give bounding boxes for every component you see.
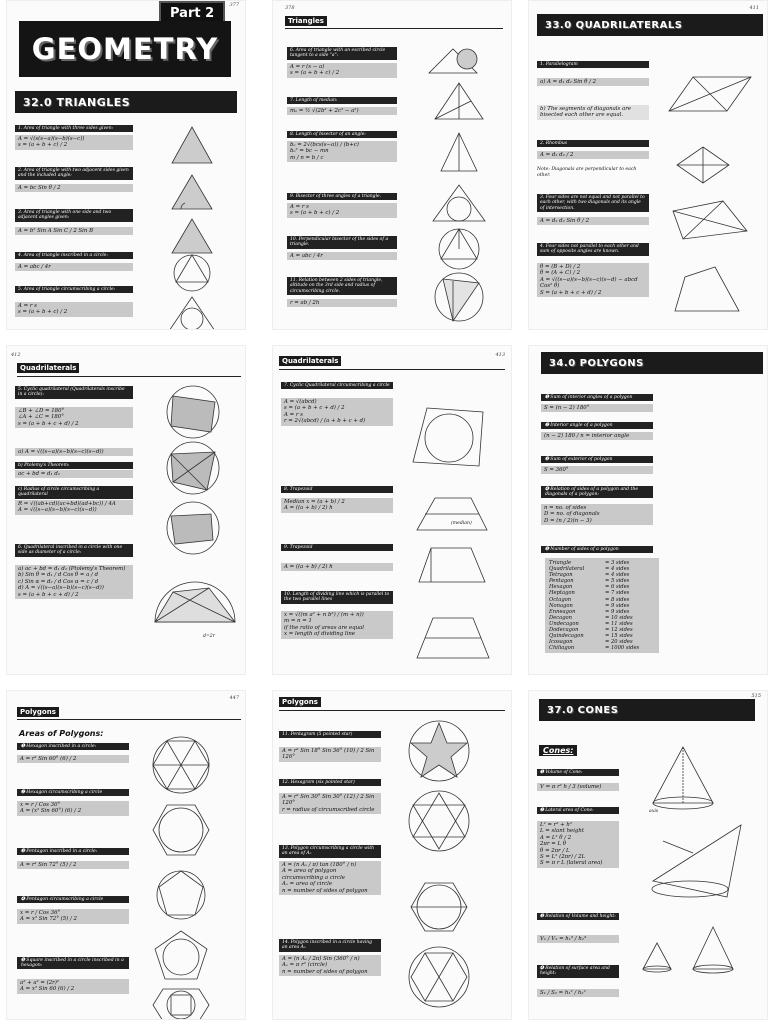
polygon-name: Quindecagon bbox=[549, 633, 584, 640]
page-number: 411 bbox=[749, 5, 759, 11]
item-header: 10. Perpendicular bisector of the sides of a triangle. bbox=[287, 236, 397, 249]
item-header: 3. Four sides are not equal and not parallel to each other, with two diagonals and its angle of intersection. bbox=[537, 194, 649, 212]
formula: A = ((a + b) / 2) h bbox=[281, 563, 393, 571]
formula: n = no. of sides D = no. of diagonals D = (n / 2)(n − 3) bbox=[541, 504, 653, 525]
polygon-name: Undecagon bbox=[549, 620, 579, 627]
item-header: 3. Area of triangle with one side and two adjacent angles given: bbox=[15, 209, 133, 222]
note: Note: Diagonals are perpendicular to each other. bbox=[537, 167, 637, 178]
formula: S₁ / S₂ = h₁² / h₂² bbox=[537, 989, 619, 997]
page-polygons bbox=[528, 345, 768, 675]
cone-figures bbox=[633, 741, 763, 981]
item-header: ➌ Relation of Volume and height: bbox=[537, 913, 619, 920]
page-number: 413 bbox=[495, 352, 505, 358]
formula: ac + bd = d₁ d₂ bbox=[15, 470, 133, 478]
polygon-sides: = 6 sides bbox=[605, 584, 630, 591]
running-head: Quadrilaterals bbox=[279, 356, 341, 366]
quadrilateral-figures bbox=[667, 71, 759, 321]
formula: A = b² Sin A Sin C / 2 Sin B bbox=[15, 227, 133, 235]
polygon-sides: = 11 sides bbox=[605, 620, 633, 627]
formula: S = (n − 2) 180° bbox=[541, 404, 653, 412]
formula: A = (n Aₒ / 2π) Sin (360° / n) Aₒ = π r² (circle) n = number of sides of polygon bbox=[279, 955, 381, 976]
polygon-sides: = 9 sides bbox=[605, 608, 630, 615]
item-header: ➊ Volume of Cone: bbox=[537, 769, 619, 776]
section-banner: 32.0 TRIANGLES bbox=[15, 91, 237, 113]
page-quadrilaterals-cyclic bbox=[6, 345, 246, 675]
polygon-sides: = 3 sides bbox=[605, 560, 630, 566]
polygon-name: Octagon bbox=[549, 596, 572, 603]
triangle-figures bbox=[423, 39, 501, 324]
page-quadrilaterals bbox=[528, 0, 768, 330]
item-header: 14. Polygon inscribed in a circle having an area Aₒ bbox=[279, 939, 381, 952]
polygon-name: Quadrilateral bbox=[549, 566, 585, 573]
item-header: c) Radius of circle circumscribing a quadrilateral bbox=[15, 486, 133, 499]
item-header: 2. Rhombus bbox=[537, 140, 649, 147]
polygon-sides: = 15 sides bbox=[605, 633, 633, 640]
chapter-title: GEOMETRY bbox=[19, 21, 231, 77]
formula: mₐ = ½ √(2b² + 2c² − a²) bbox=[287, 107, 397, 115]
section-banner: 37.0 CONES bbox=[539, 699, 755, 721]
formula: A = r² Sin 72° (5) / 2 bbox=[17, 861, 129, 869]
polygon-name: Triangle bbox=[549, 560, 572, 566]
item-header: 8. Length of bisector of an angle: bbox=[287, 131, 397, 138]
subtitle: Cones: bbox=[539, 745, 577, 756]
polygon-name: Dodecagon bbox=[549, 627, 579, 634]
page-number: 447 bbox=[229, 695, 239, 701]
running-head: Polygons bbox=[279, 697, 321, 707]
page-polygons-areas bbox=[6, 690, 246, 1020]
formula: A = abc / 4r bbox=[287, 252, 397, 260]
formula: A = (n Aₒ / π) tan (180° / n) A = area of polygon circumscribing a circle Aₒ = area of circle n = number of sides of polygon bbox=[279, 861, 381, 895]
formula: a) A = √((s−a)(s−b)(s−c)(s−d)) bbox=[15, 448, 133, 456]
item-header: ➊ Sum of interior angles of a polygon bbox=[541, 394, 653, 401]
page-quadrilaterals-trapezoid bbox=[272, 345, 512, 675]
formula: a² + a² = (2r)² A = x² Sin 60 (6) / 2 bbox=[17, 979, 129, 994]
item-header: 4. Four sides not parallel to each other and sum of opposite angles are known. bbox=[537, 243, 649, 256]
polygon-sides: = 5 sides bbox=[605, 578, 630, 585]
formula: L² = r² + h² L = slant height A = L² θ / 2 2πr = L θ θ = 2πr / L S = L² (2πr) / 2L S = π r L (lateral area) bbox=[537, 821, 619, 868]
polygon-sides: = 4 sides bbox=[605, 572, 630, 579]
formula: A = d₁ d₂ / 2 bbox=[537, 151, 649, 159]
polygon-sides: = 20 sides bbox=[605, 639, 633, 646]
polygon-name: Chiliagon bbox=[549, 645, 575, 652]
figure-label: axis bbox=[649, 809, 659, 814]
formula: A = r² Sin 18° Sin 36° (10) / 2 Sin 126° bbox=[279, 747, 381, 762]
item-header: 5. Cyclic quadrilateral (Quadrilaterals inscribe in a circle): bbox=[15, 386, 133, 399]
formula: x = √((m a² + n b²) / (m + n)) m = n = 1 if the ratio of areas are equal x = length of dividing line bbox=[281, 611, 393, 639]
page-number: 377 bbox=[229, 2, 239, 8]
formula: A = √(abcd) s = (a + b + c + d) / 2 A = r s r = 2√(abcd) / (a + b + c + d) bbox=[281, 398, 393, 426]
page-number: 378 bbox=[285, 5, 295, 11]
formula: A = d₁ d₂ Sin θ / 2 bbox=[537, 217, 649, 225]
cyclic-quadrilateral-figures bbox=[149, 382, 239, 652]
formula: S = 360° bbox=[541, 466, 653, 474]
formula: A = r (s − a) s = (a + b + c) / 2 bbox=[287, 63, 397, 78]
formula: Median x = (a + b) / 2 A = ((a + b) / 2) h bbox=[281, 498, 393, 513]
polygon-name: Hexagon bbox=[549, 584, 573, 591]
formula: x = r / Cos 36° A = x² Sin 72° (5) / 2 bbox=[17, 909, 129, 924]
formula: A = r s s = (a + b + c) / 2 bbox=[15, 302, 133, 317]
item-header: ➎ Number of sides of a polygon bbox=[541, 546, 653, 553]
formula: ∠B + ∠D = 180° ∠A + ∠C = 180° s = (a + b + c + d) / 2 bbox=[15, 407, 133, 428]
header-rule bbox=[17, 376, 241, 377]
formula: a) ac + bd = d₁ d₂ (Ptolemy's Theorem) b) Sin θ = d₁ / d Cos θ = a / d c) Sin α = d₂ / d Cos α = c / d d) A = √((s−a)(s−b)(s−c)(s−d)) s = (a + b + c + d) / 2 bbox=[15, 565, 133, 599]
item-header: 9. Trapezoid bbox=[281, 544, 393, 551]
formula: a) A = d₁ d₂ Sin θ / 2 bbox=[537, 78, 649, 86]
formula: A = bc Sin θ / 2 bbox=[15, 184, 133, 192]
item-header: 2. Area of triangle with two adjacent sides given and the included angle: bbox=[15, 167, 133, 180]
item-header: ➋ Hexagon circumscribing a circle bbox=[17, 789, 129, 796]
item-header: 7. Length of median: bbox=[287, 97, 397, 104]
item-header: 11. Pentagram (5 pointed star) bbox=[279, 731, 381, 738]
triangle-figures bbox=[157, 123, 227, 330]
header-rule bbox=[285, 28, 503, 29]
header-rule bbox=[17, 719, 241, 720]
item-header: 1. Area of triangle with three sides given: bbox=[15, 125, 133, 132]
running-head: Triangles bbox=[285, 16, 327, 26]
subtitle: Areas of Polygons: bbox=[19, 729, 104, 738]
polygon-sides: = 7 sides bbox=[605, 590, 630, 597]
formula: R = √((ab+cd)(ac+bd)(ad+bc)) / 4A A = √((s−a)(s−b)(s−c)(s−d)) bbox=[15, 500, 133, 515]
running-head: Quadrilaterals bbox=[17, 363, 79, 373]
part-label: Part 2 bbox=[159, 1, 225, 26]
item-header: ➍ Relation of sides of a polygon and the diagonals of a polygon: bbox=[541, 486, 653, 498]
header-rule bbox=[279, 710, 505, 711]
item-header: ➌ Sum of exterior of polygon bbox=[541, 456, 653, 463]
formula: (n − 2) 180 / n = interior angle bbox=[541, 432, 653, 440]
item-header: 8. Trapezoid bbox=[281, 486, 393, 493]
polygon-name: Pentagon bbox=[549, 578, 574, 585]
formula: A = r s s = (a + b + c) / 2 bbox=[287, 203, 397, 218]
page-polygons-stars bbox=[272, 690, 512, 1020]
page-number: 515 bbox=[751, 693, 761, 699]
polygon-sides: = 12 sides bbox=[605, 627, 633, 634]
item-header: 6. Area of triangle with an escribed circle tangent to a side "a": bbox=[287, 47, 397, 60]
formula: A = r² Sin 30° Sin 30° (12) / 2 Sin 120° r = radius of circumscribed circle bbox=[279, 793, 381, 814]
item-header: ➍ Relation of surface area and height: bbox=[537, 965, 619, 978]
section-banner: 33.0 QUADRILATERALS bbox=[537, 14, 763, 36]
item-header: ➊ Hexagon inscribed in a circle: bbox=[17, 743, 129, 750]
note: b) The segments of diagonals are bisected each other are equal. bbox=[537, 105, 649, 120]
page-number: 412 bbox=[11, 352, 21, 358]
formula: θ = (B + D) / 2 θ = (A + C) / 2 A = √((s−a)(s−b)(s−c)(s−d) − abcd Cos² θ) S = (a + b + c + d) / 2 bbox=[537, 263, 649, 297]
figure-label: d=2r bbox=[203, 634, 215, 639]
formula: V = π r² h / 3 (volume) bbox=[537, 783, 619, 791]
formula: x = r / Cos 30° A = (x² Sin 60°) (6) / 2 bbox=[17, 801, 129, 816]
item-header: 10. Length of dividing line which is parallel to the two parallel lines bbox=[281, 591, 393, 604]
item-header: ➋ Interior angle of a polygon bbox=[541, 422, 653, 429]
trapezoid-figures bbox=[407, 402, 501, 662]
polygon-sides: = 4 sides bbox=[605, 566, 630, 573]
item-header: 13. Polygon circumscribing a circle with an area of Aₒ bbox=[279, 845, 381, 858]
formula: A = r² Sin 60° (6) / 2 bbox=[17, 755, 129, 763]
polygon-sides: = 10 sides bbox=[605, 614, 633, 621]
item-header: 7. Cyclic Quadrilateral circumscribing a circle bbox=[281, 382, 393, 389]
item-header: ➌ Pentagon inscribed in a circle: bbox=[17, 848, 129, 855]
item-header: 6. Quadrilateral inscribed in a circle with one side as diameter of a circle: bbox=[15, 544, 133, 557]
formula: A = √(s(s−a)(s−b)(s−c)) s = (a + b + c) / 2 bbox=[15, 135, 133, 150]
item-header: ➍ Pentagon circumscribing a circle bbox=[17, 896, 129, 903]
formula: bₐ = 2√(bcs(s−a)) / (b+c) bₐ² = bc − mn m / n = b / c bbox=[287, 141, 397, 162]
item-header: 5. Area of triangle circumscribing a circle: bbox=[15, 286, 133, 293]
polygon-sides: = 1000 sides bbox=[605, 645, 640, 652]
running-head: Polygons bbox=[17, 707, 59, 717]
page-cones bbox=[528, 690, 768, 1020]
polygon-figures bbox=[145, 735, 225, 1020]
item-header: 1. Parallelogram bbox=[537, 61, 649, 68]
formula: A = abc / 4r bbox=[15, 263, 133, 271]
polygon-name: Nonagon bbox=[549, 602, 573, 609]
polygon-sides-table bbox=[545, 558, 659, 653]
item-header: 11. Relation between 2 sides of triangle, altitude on the 3rd side and radius of circumscribing circle. bbox=[287, 277, 397, 295]
item-header: 9. Bisector of three angles of a triangle. bbox=[287, 193, 397, 200]
section-banner: 34.0 POLYGONS bbox=[541, 352, 763, 374]
page-triangles-continued bbox=[272, 0, 512, 330]
item-header: 4. Area of triangle inscribed in a circle: bbox=[15, 252, 133, 259]
polygon-name: Heptagon bbox=[549, 590, 575, 597]
header-rule bbox=[279, 369, 505, 370]
polygon-name: Decagon bbox=[549, 614, 573, 621]
star-polygon-figures bbox=[401, 719, 481, 1014]
polygon-name: Icosagon bbox=[549, 639, 573, 646]
item-header: b) Ptolemy's Theorem: bbox=[15, 462, 133, 469]
item-header: 12. Hexagram (six pointed star) bbox=[279, 779, 381, 786]
item-header: ➎ Square inscribed in a circle inscribed in a hexagon: bbox=[17, 957, 129, 969]
polygon-sides: = 9 sides bbox=[605, 602, 630, 609]
polygon-name: Enneagon bbox=[549, 608, 576, 615]
polygon-sides: = 8 sides bbox=[605, 596, 630, 603]
item-header: ➋ Lateral area of Cone: bbox=[537, 807, 619, 814]
polygon-name: Tetragon bbox=[549, 572, 573, 579]
formula: V₁ / V₂ = h₁³ / h₂³ bbox=[537, 935, 619, 943]
formula: r = ab / 2h bbox=[287, 299, 397, 307]
page-geometry-triangles bbox=[6, 0, 246, 330]
figure-label: (median) bbox=[451, 521, 472, 526]
